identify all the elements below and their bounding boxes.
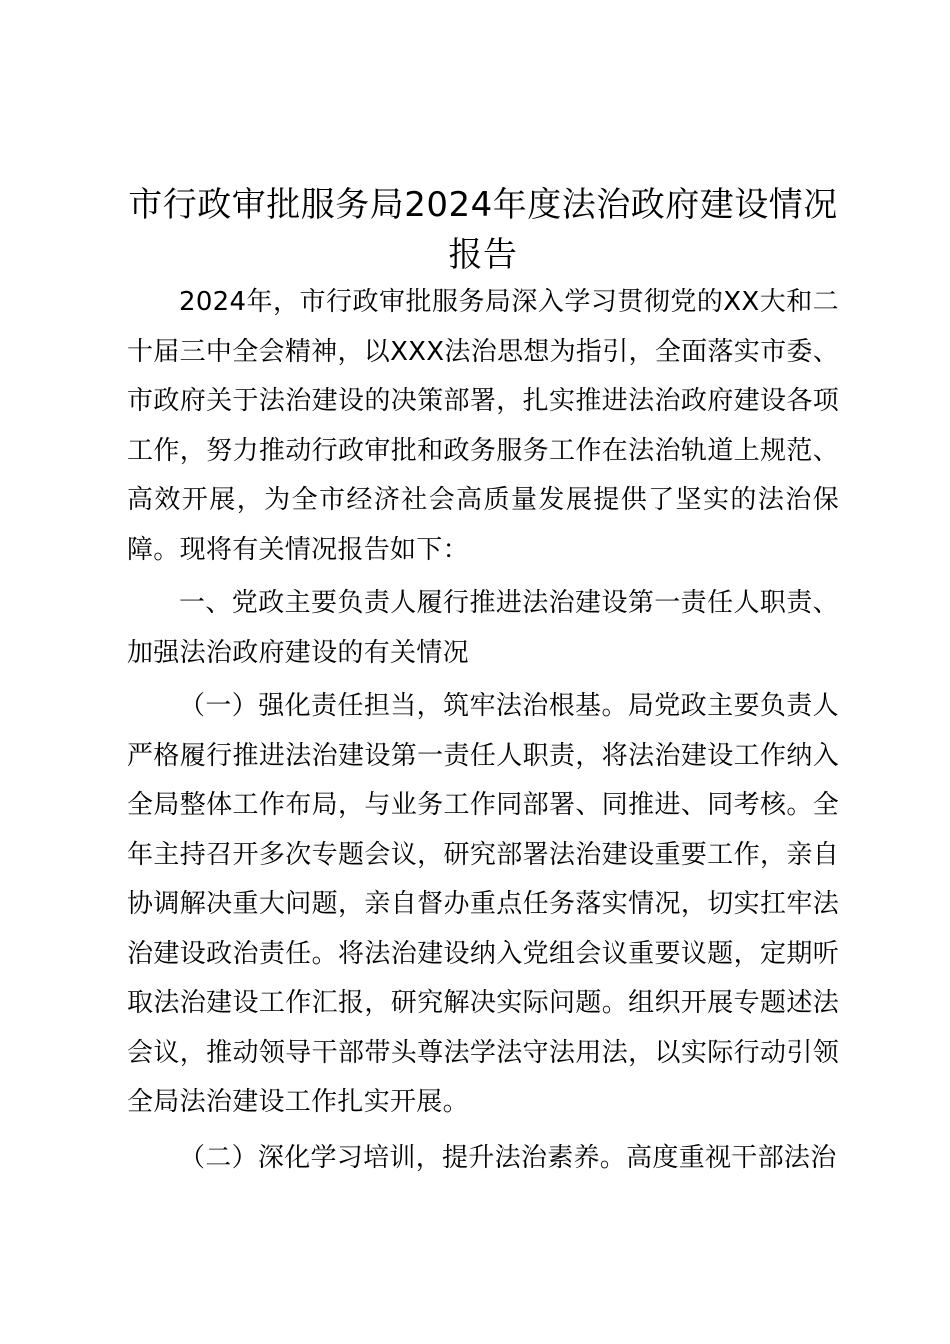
section-heading-1: 一、党政主要负责人履行推进法治建设第一责任人职责、加强法治政府建设的有关情况 [127, 588, 839, 668]
subsection-2-paragraph: （二）深化学习培训，提升法治素养。高度重视干部法治 [179, 1142, 837, 1173]
document-title: 市行政审批服务局2024年度法治政府建设情况报告 [128, 185, 838, 275]
document-page [127, 180, 839, 1183]
intro-paragraph: 2024年，市行政审批服务局深入学习贯彻党的XX大和二十届三中全会精神，以XXX法治思想为指引，全面落实市委、市政府关于法治建设的决策部署，扎实推进法治政府建设各项工作，努力推动行政审批和政务服务工作在法治轨道上规范、高效开展，为全市经济社会高质量发展提供了坚实的法治保障。现将有关情况报告如下： [127, 287, 839, 565]
subsection-1-paragraph: （一）强化责任担当，筑牢法治根基。局党政主要负责人严格履行推进法治建设第一责任人职责，将法治建设工作纳入全局整体工作布局，与业务工作同部署、同推进、同考核。全年主持召开多次专题会议，研究部署法治建设重要工作，亲自协调解决重大问题，亲自督办重点任务落实情况，切实扛牢法治建设政治责任。将法治建设纳入党组会议重要议题，定期听取法治建设工作汇报，研究解决实际问题。组织开展专题述法会议，推动领导干部带头尊法学法守法用法，以实际行动引领全局法治建设工作扎实开展。 [127, 691, 839, 1117]
